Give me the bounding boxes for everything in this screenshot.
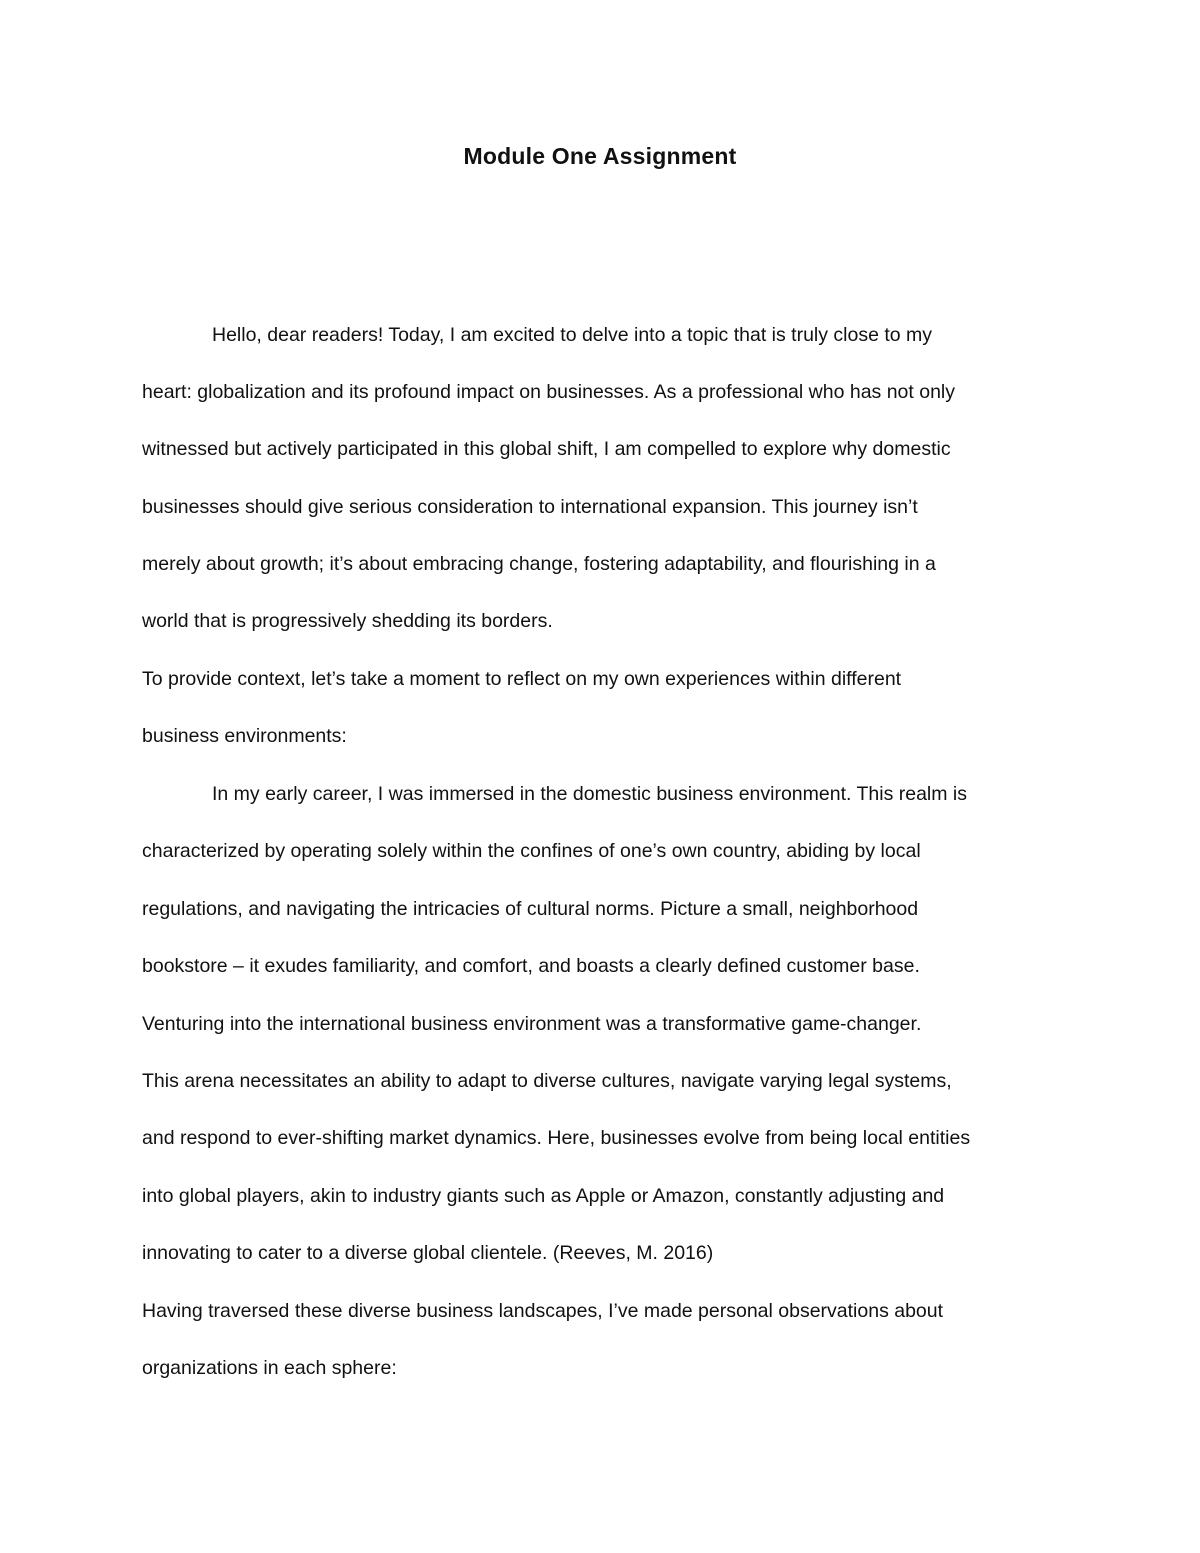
paragraph-line: business environments:: [142, 725, 347, 747]
paragraph-line: heart: globalization and its profound impact on businesses. As a professional who has not only: [142, 381, 956, 403]
paragraph-line: innovating to cater to a diverse global clientele. (Reeves, M. 2016): [142, 1242, 714, 1264]
paragraph-line: characterized by operating solely within the confines of one’s own country, abiding by local: [142, 840, 921, 862]
paragraph-line: Hello, dear readers! Today, I am excited to delve into a topic that is truly close to my: [212, 324, 933, 346]
paragraph-line: Venturing into the international business environment was a transformative game-changer.: [142, 1013, 922, 1035]
paragraph-line: regulations, and navigating the intricacies of cultural norms. Picture a small, neighborhood: [142, 898, 919, 920]
paragraph-line: To provide context, let’s take a moment to reflect on my own experiences within different: [142, 668, 902, 690]
document-title: Module One Assignment: [463, 143, 737, 169]
paragraph-line: Having traversed these diverse business landscapes, I’ve made personal observations about: [142, 1300, 944, 1322]
paragraph-line: organizations in each sphere:: [142, 1357, 397, 1379]
paragraph-line: merely about growth; it’s about embracing change, fostering adaptability, and flourishing in a: [142, 553, 936, 575]
paragraph-line: world that is progressively shedding its borders.: [142, 610, 553, 632]
paragraph-line: businesses should give serious consideration to international expansion. This journey isn’t: [142, 496, 918, 518]
paragraph-line: into global players, akin to industry giants such as Apple or Amazon, constantly adjusting and: [142, 1185, 945, 1207]
paragraph-line: bookstore – it exudes familiarity, and comfort, and boasts a clearly defined customer base.: [142, 955, 920, 977]
paragraph-line: and respond to ever-shifting market dynamics. Here, businesses evolve from being local entities: [142, 1127, 971, 1149]
paragraph-line: In my early career, I was immersed in the domestic business environment. This realm is: [212, 783, 968, 805]
paragraph-line: witnessed but actively participated in this global shift, I am compelled to explore why domestic: [142, 438, 951, 460]
paragraph-line: This arena necessitates an ability to adapt to diverse cultures, navigate varying legal systems,: [142, 1070, 952, 1092]
